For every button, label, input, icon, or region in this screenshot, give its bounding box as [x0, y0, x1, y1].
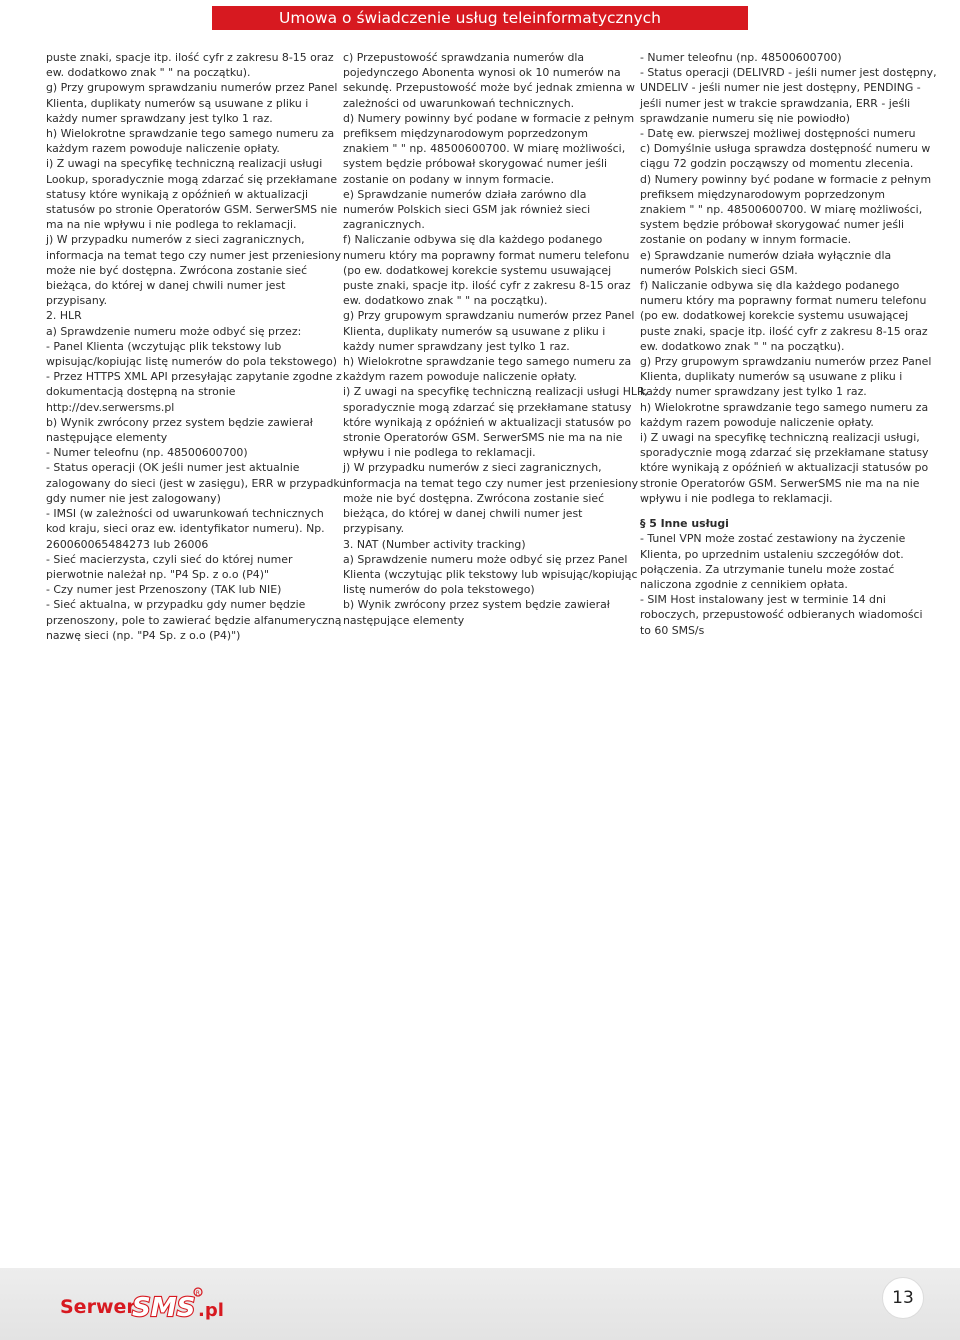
text-line: a) Sprawdzenie numeru może odbyć się przez Panel	[343, 552, 628, 566]
text-line: 260060065484273 lub 26006	[46, 537, 209, 551]
text-line: każdy numer sprawdzany jest tylko 1 raz.	[640, 385, 867, 399]
text-column-2	[343, 50, 648, 628]
text-line: które wynikają z opóźnień w aktualizacji statusów po	[343, 415, 632, 429]
text-line: c) Przepustowość sprawdzania numerów dla	[343, 51, 585, 64]
text-line: zostanie on podany w innym formacie.	[640, 233, 852, 247]
text-line: f) Naliczanie odbywa się dla każdego podanego	[640, 279, 900, 293]
text-line: b) Wynik zwrócony przez system będzie zawierał	[343, 598, 610, 612]
text-line: ma na nie wpływu i nie podlega to reklamacji.	[46, 218, 297, 232]
text-line: każdym razem powoduje naliczenie opłaty.	[640, 415, 874, 429]
text-line: g) Przy grupowym sprawdzaniu numerów przez Panel	[343, 309, 635, 323]
text-line: j) W przypadku numerów z sieci zagranicznych,	[46, 233, 305, 247]
text-line: § 5 Inne usługi	[640, 517, 729, 531]
text-column-3	[640, 50, 937, 638]
logo-text-sms: SMS	[132, 1293, 196, 1323]
text-line: zależności od uwarunkowań technicznych.	[343, 96, 575, 110]
text-line: kod kraju, sieci oraz ew. identyfikator numeru). Np.	[46, 522, 325, 536]
text-line: puste znaki, spacje itp. ilość cyfr z zakresu 8-15 oraz	[46, 51, 334, 64]
text-line: zalogowany do sieci (jest w zasięgu), ERR w przypadku	[46, 476, 347, 490]
text-line: h) Wielokrotne sprawdzanie tego samego numeru za	[46, 127, 335, 141]
text-line: naliczona zgodnie z cennikiem opłata.	[640, 577, 848, 591]
document-title: Umowa o świadczenie usług teleinformatycznych	[279, 9, 661, 27]
text-line: 2. HLR	[46, 309, 82, 323]
text-line: informacja na temat tego czy numer jest przeniesiony	[343, 476, 639, 490]
text-line: prefiksem międzynarodowym poprzedzonym	[640, 187, 885, 201]
text-line: to 60 SMS/s	[640, 623, 705, 637]
text-line: (po ew. dodatkowej korekcie systemu usuwającej	[343, 263, 612, 277]
text-line: przypisany.	[46, 294, 108, 308]
text-line: - Czy numer jest Przenoszony (TAK lub NIE)	[46, 583, 282, 597]
text-line: g) Przy grupowym sprawdzaniu numerów przez Panel	[640, 355, 932, 369]
text-line: numerów Polskich sieci GSM.	[640, 263, 798, 277]
text-line: każdym razem powoduje naliczenie opłaty.	[343, 370, 577, 384]
text-line: numeru który ma poprawny format numeru telefonu	[343, 248, 630, 262]
text-line: - Numer teleofnu (np. 48500600700)	[46, 446, 248, 460]
text-line: - Status operacji (OK jeśli numer jest aktualnie	[46, 461, 300, 475]
text-line: zostanie on podany w innym formacie.	[343, 172, 555, 186]
text-line: g) Przy grupowym sprawdzaniu numerów przez Panel	[46, 81, 338, 95]
text-line: puste znaki, spacje itp. ilość cyfr z zakresu 8-15 oraz	[343, 279, 631, 293]
svg-text:R: R	[195, 1290, 200, 1297]
text-line: stronie Operatorów GSM. SerwerSMS nie ma na nie	[343, 431, 623, 445]
text-line: następujące elementy	[46, 431, 168, 445]
text-line: - Panel Klienta (wczytując plik tekstowy lub	[46, 339, 282, 353]
text-line: wpisując/kopiując listę numerów do pola tekstowego)	[46, 355, 337, 369]
text-line: następujące elementy	[343, 613, 465, 627]
text-line	[640, 506, 922, 516]
text-line: znakiem " " np. 48500600700. W miarę możliwości,	[640, 203, 923, 217]
text-line: j) W przypadku numerów z sieci zagranicznych,	[343, 461, 602, 475]
text-line: e) Sprawdzanie numerów działa wyłącznie dla	[640, 248, 892, 262]
text-line: Klienta, po uprzednim ustaleniu szczegółów dot.	[640, 547, 904, 561]
text-line: pierwotnie należał np. "P4 Sp. z o.o (P4)"	[46, 567, 269, 581]
text-line: Klienta, duplikaty numerów są usuwane z pliku i	[46, 96, 309, 110]
text-line: Klienta, duplikaty numerów są usuwane z pliku i	[640, 370, 903, 384]
text-line: bieżąca, do której w danej chwili numer jest	[46, 279, 286, 293]
text-line: sporadycznie mogą zdarzać się przekłamane statusy	[640, 446, 929, 460]
text-line: przypisany.	[343, 522, 405, 536]
text-line: - Tunel VPN może zostać zestawiony na życzenie	[640, 532, 906, 546]
text-line: każdy numer sprawdzany jest tylko 1 raz.	[343, 339, 570, 353]
text-line: sprawdzanie numeru się nie powiodło)	[640, 111, 851, 125]
text-line: każdy numer sprawdzany jest tylko 1 raz.	[46, 111, 273, 125]
text-line: system będzie próbował skorygować numer jeśli	[640, 218, 905, 232]
text-line: nazwę sieci (np. "P4 Sp. z o.o (P4)")	[46, 628, 241, 642]
text-line: które wynikają z opóźnień w aktualizacji statusów po	[640, 461, 929, 475]
text-line: statusy które wynikają z opóźnień w aktualizacji	[46, 187, 309, 201]
text-line: - Datę ew. pierwszej możliwej dostępności numeru	[640, 127, 916, 141]
text-line: h) Wielokrotne sprawdzanie tego samego numeru za	[640, 400, 929, 414]
text-line: - Status operacji (DELIVRD - jeśli numer jest dostępny,	[640, 66, 937, 80]
text-line: Klienta, duplikaty numerów są usuwane z pliku i	[343, 324, 606, 338]
text-line: numeru który ma poprawny format numeru telefonu	[640, 294, 927, 308]
text-line: numerów Polskich sieci GSM jak również sieci	[343, 203, 591, 217]
text-line: listę numerów do pola tekstowego)	[343, 583, 535, 597]
text-line: roboczych, przepustowość odbieranych wiadomości	[640, 608, 923, 622]
text-line: b) Wynik zwrócony przez system będzie zawierał	[46, 415, 313, 429]
text-line: przenoszony, pole to zawierać będzie alfanumeryczną	[46, 613, 342, 627]
text-line: UNDELIV - jeśli numer nie jest dostępny, PENDING -	[640, 81, 921, 95]
text-line: e) Sprawdzanie numerów działa zarówno dla	[343, 187, 587, 201]
text-line: bieżąca, do której w danej chwili numer jest	[343, 507, 583, 521]
text-line: prefiksem międzynarodowym poprzedzonym	[343, 127, 588, 141]
text-line: i) Z uwagi na specyfikę techniczną realizacji usługi HLR,	[343, 385, 648, 399]
text-line: puste znaki, spacje itp. ilość cyfr z zakresu 8-15 oraz	[640, 324, 928, 338]
text-line: d) Numery powinny być podane w formacie z pełnym	[343, 111, 635, 125]
logo-text-pl: .pl	[198, 1300, 224, 1321]
text-line: może nie być dostępna. Zwrócona zostanie sieć	[46, 263, 308, 277]
text-line: pojedynczego Abonenta wynosi ok 10 numerów na	[343, 66, 621, 80]
text-line: http://dev.serwersms.pl	[46, 400, 175, 414]
text-line: a) Sprawdzenie numeru może odbyć się przez:	[46, 324, 302, 338]
text-line: i) Z uwagi na specyfikę techniczną realizacji usługi,	[640, 431, 920, 445]
text-line: połączenia. Za utrzymanie tunelu może zostać	[640, 562, 895, 576]
text-line: wpływu i nie podlega to reklamacji.	[343, 446, 536, 460]
document-title-banner	[212, 6, 748, 30]
text-line: (po ew. dodatkowej korekcie systemu usuwającej	[640, 309, 909, 323]
text-line: jeśli numer jest w trakcie sprawdzania, ERR - jeśli	[640, 96, 911, 110]
text-line: - Sieć aktualna, w przypadku gdy numer będzie	[46, 598, 306, 612]
text-line: dokumentacją dostępną na stronie	[46, 385, 236, 399]
text-line: Klienta (wczytując plik tekstowy lub wpisując/kopiując	[343, 567, 638, 581]
page-number: 13	[882, 1277, 924, 1319]
text-line: sekundę. Przepustowość może być jednak zmienna w	[343, 81, 635, 95]
text-line: 3. NAT (Number activity tracking)	[343, 537, 526, 551]
text-line: ew. dodatkowo znak " " na początku).	[46, 66, 251, 80]
text-line: gdy numer nie jest zalogowany)	[46, 491, 221, 505]
text-line: stronie Operatorów GSM. SerwerSMS nie ma na nie	[640, 476, 920, 490]
text-line: ew. dodatkowo znak " " na początku).	[640, 339, 845, 353]
text-line: h) Wielokrotne sprawdzanie tego samego numeru za	[343, 355, 632, 369]
text-line: - Numer teleofnu (np. 48500600700)	[640, 51, 842, 64]
text-line: ciągu 72 godzin począwszy od momentu zlecenia.	[640, 157, 914, 171]
page-footer	[0, 1268, 960, 1340]
text-line: d) Numery powinny być podane w formacie z pełnym	[640, 172, 932, 186]
text-line: wpływu i nie podlega to reklamacji.	[640, 491, 833, 505]
text-line: każdym razem powoduje naliczenie opłaty.	[46, 142, 280, 156]
text-line: i) Z uwagi na specyfikę techniczną realizacji usługi	[46, 157, 323, 171]
text-line: system będzie próbował skorygować numer jeśli	[343, 157, 608, 171]
text-line: - SIM Host instalowany jest w terminie 14 dni	[640, 593, 886, 607]
serwersms-logo	[58, 1278, 228, 1326]
text-line: f) Naliczanie odbywa się dla każdego podanego	[343, 233, 603, 247]
text-line: statusów po stronie Operatorów GSM. SerwerSMS nie	[46, 203, 338, 217]
text-line: Lookup, sporadycznie mogą zdarzać się przekłamane	[46, 172, 338, 186]
text-line: ew. dodatkowo znak " " na początku).	[343, 294, 548, 308]
text-line: zagranicznych.	[343, 218, 425, 232]
text-line: c) Domyślnie usługa sprawdza dostępność numeru w	[640, 142, 931, 156]
text-column-1	[46, 50, 347, 643]
text-line: znakiem " " np. 48500600700. W miarę możliwości,	[343, 142, 626, 156]
text-line: - Sieć macierzysta, czyli sieć do której numer	[46, 552, 293, 566]
text-line: sporadycznie mogą zdarzać się przekłamane statusy	[343, 400, 632, 414]
text-line: może nie być dostępna. Zwrócona zostanie sieć	[343, 491, 605, 505]
logo-text-serwer: Serwer	[60, 1296, 136, 1318]
text-line: informacja na temat tego czy numer jest przeniesiony	[46, 248, 342, 262]
text-line: - IMSI (w zależności od uwarunkowań technicznych	[46, 507, 324, 521]
text-line: - Przez HTTPS XML API przesyłając zapytanie zgodne z	[46, 370, 342, 384]
